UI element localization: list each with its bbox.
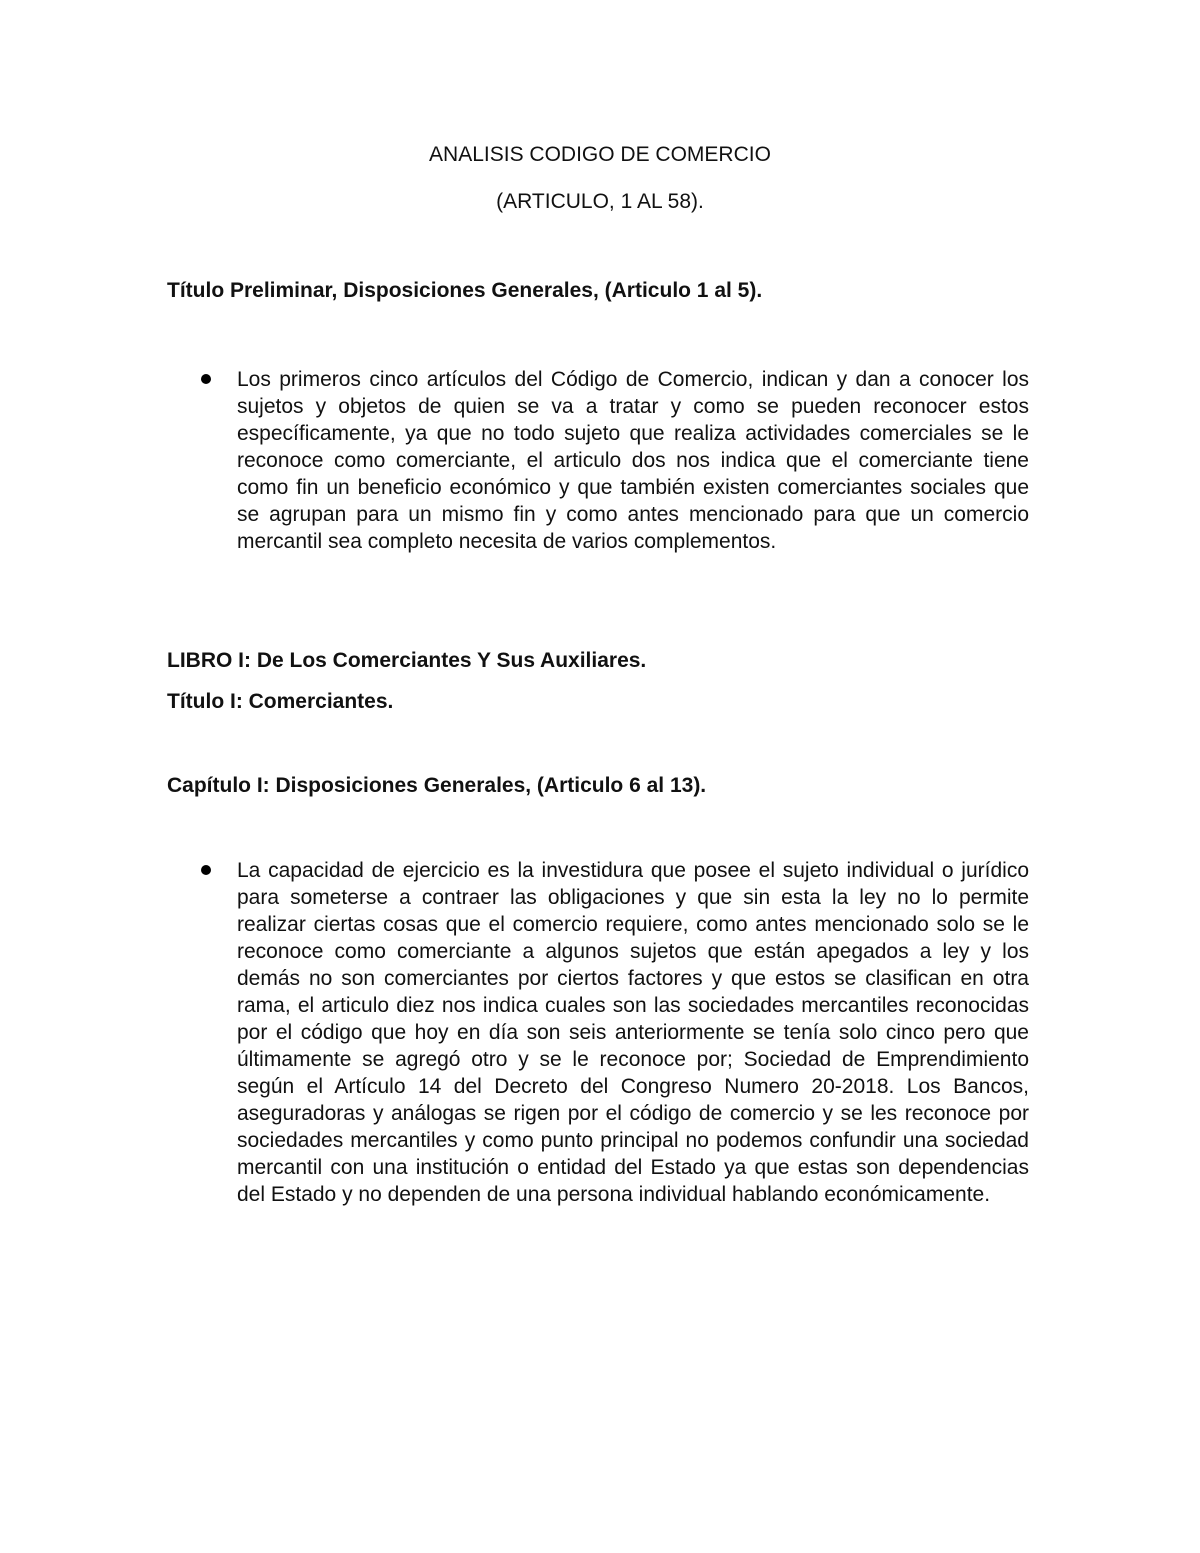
section-heading-capitulo: Capítulo I: Disposiciones Generales, (Articulo 6 al 13). bbox=[167, 774, 707, 797]
section-heading-titulo-preliminar: Título Preliminar, Disposiciones Generales, (Articulo 1 al 5). bbox=[167, 279, 763, 302]
document-title: ANALISIS CODIGO DE COMERCIO bbox=[429, 143, 771, 166]
bullet-icon bbox=[201, 865, 211, 875]
bullet-icon bbox=[201, 374, 211, 384]
paragraph-text: La capacidad de ejercicio es la investidura que posee el sujeto individual o jurídico para someterse a contraer las obligaciones y que sin esta la ley no lo permite realizar ciertas cosas que el comercio requiere, como antes mencionado solo se le reconoce como comerciante a algunos sujetos que están apegados a ley y los demás no son comerciantes por ciertos factores y que estos se clasifican en otra rama, el articulo diez nos indica cuales son las sociedades mercantiles reconocidas por el código que hoy en día son seis anteriormente se tenía solo cinco pero que últimamente se agregó otro y se le reconoce por; Sociedad de Emprendimiento según el Artículo 14 del Decreto del Congreso Numero 20-2018. Los Bancos, aseguradoras y análogas se rigen por el código de comercio y se les reconoce por sociedades mercantiles y como punto principal no podemos confundir una sociedad mercantil con una institución o entidad del Estado ya que estas son dependencias del Estado y no dependen de una persona individual hablando económicamente. bbox=[237, 859, 1029, 1206]
section-heading-titulo: Título I: Comerciantes. bbox=[167, 690, 394, 713]
section-heading-libro: LIBRO I: De Los Comerciantes Y Sus Auxiliares. bbox=[167, 649, 647, 672]
paragraph-text: Los primeros cinco artículos del Código de Comercio, indican y dan a conocer los sujetos y objetos de quien se va a tratar y como se pueden reconocer estos específicamente, ya que no todo sujeto que realiza actividades comerciales se le reconoce como comerciante, el articulo dos nos indica que el comerciante tiene como fin un beneficio económico y que también existen comerciantes sociales que se agrupan para un mismo fin y como antes mencionado para que un comercio mercantil sea completo necesita de varios complementos. bbox=[237, 368, 1029, 553]
document-subtitle: (ARTICULO, 1 AL 58). bbox=[496, 190, 704, 213]
